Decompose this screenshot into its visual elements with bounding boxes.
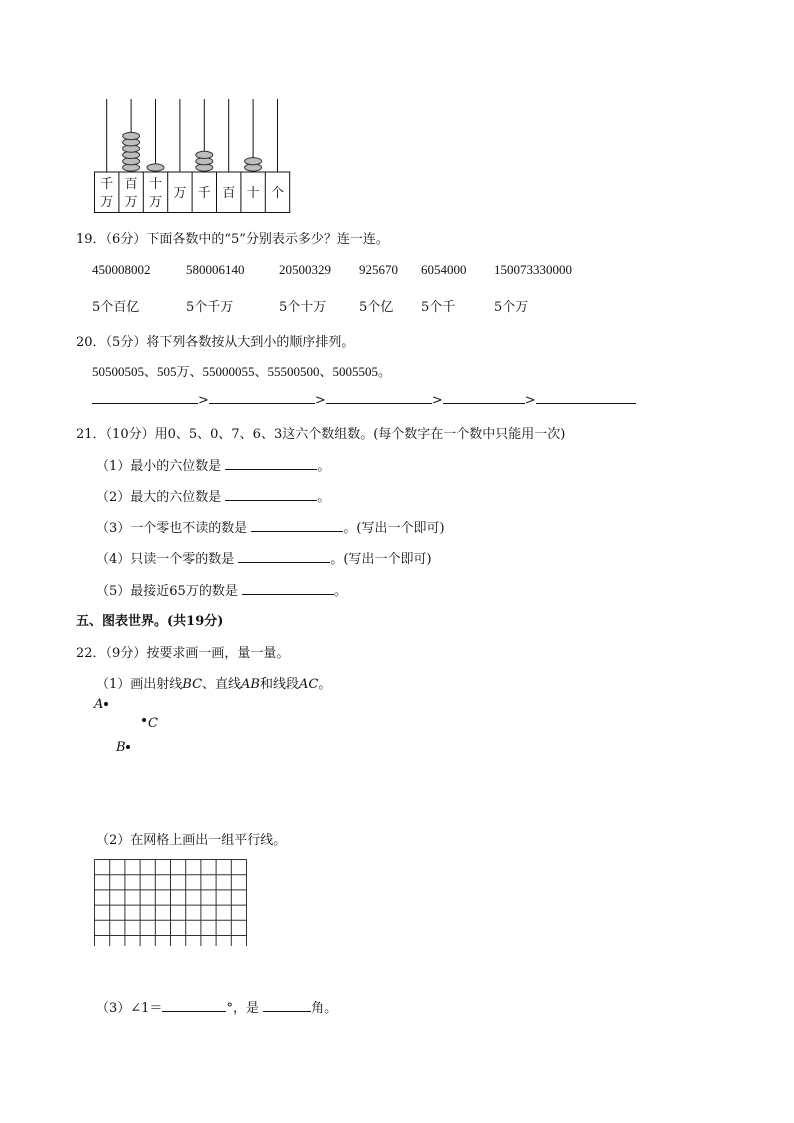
q22-part1-mid1: 、直线	[202, 677, 242, 692]
abacus-label-top: 千	[100, 177, 114, 192]
q20-sign-1: >	[198, 393, 209, 408]
q22-part1	[96, 673, 331, 692]
q21-item-4	[96, 548, 432, 567]
abacus-label-bottom: 万	[100, 195, 114, 210]
q19-number-2: 580006140	[186, 262, 245, 277]
section5-title: 五、图表世界。(共19分)	[76, 614, 224, 629]
q19-number-1: 450008002	[92, 262, 151, 277]
angle-type-blank[interactable]	[263, 998, 311, 1012]
q20-blank-1[interactable]	[92, 390, 198, 404]
q22-part2: （2）在网格上画出一组平行线。	[96, 833, 287, 848]
q22-part3-degree: °，是	[226, 1001, 259, 1016]
q19-meaning-2: 5个千万	[186, 300, 234, 315]
abacus-label: 百	[222, 186, 236, 201]
abacus-label-top: 百	[124, 177, 138, 192]
q22-part3	[96, 997, 337, 1016]
q21-item-2-blank[interactable]	[225, 487, 317, 501]
point-a-dot[interactable]	[104, 702, 108, 706]
q21-title: 21．（10分）用0、5、0、7、6、3这六个数组数。(每个数字在一个数中只能用一次)	[76, 427, 566, 442]
q21-item-3-blank[interactable]	[251, 518, 343, 532]
angle-blank[interactable]	[162, 998, 226, 1012]
q21-item-1-suffix: 。	[317, 459, 331, 474]
abacus-label-bottom: 万	[148, 195, 163, 210]
q20-numbers: 50500505、505万、55000055、55500500、5005505。	[92, 364, 392, 379]
point-b-dot[interactable]	[126, 745, 130, 749]
abacus-figure	[94, 96, 294, 214]
abacus-bead	[245, 158, 262, 165]
q20-blank-2[interactable]	[209, 390, 315, 404]
q19-number-3: 20500329	[279, 262, 331, 277]
q21-item-5-suffix: 。	[333, 584, 347, 599]
q21-item-2-suffix: 。	[317, 490, 331, 505]
point-b-label: B	[116, 740, 126, 755]
q21-item-3-label: （3）一个零也不读的数是	[96, 521, 248, 536]
q19-meaning-5: 5个千	[421, 300, 456, 315]
abacus-bead	[123, 132, 140, 139]
abacus-label: 千	[197, 186, 211, 201]
q19-title: 19．（6分）下面各数中的“5”分别表示多少？连一连。	[76, 232, 389, 247]
q22-part1-post: 。	[318, 677, 332, 692]
point-c-label: C	[148, 716, 158, 731]
q21-item-4-label: （4）只读一个零的数是	[96, 552, 235, 567]
q21-item-1-label: （1）最小的六位数是	[96, 459, 222, 474]
abacus-label: 十	[246, 186, 260, 201]
q21-item-5	[96, 580, 347, 599]
abacus-label: 个	[270, 186, 285, 201]
q19-number-6: 150073330000	[494, 262, 572, 277]
q22-part1-ab: AB	[241, 677, 260, 692]
q21-item-1-blank[interactable]	[225, 456, 317, 470]
q21-item-1	[96, 455, 330, 474]
q21-item-4-blank[interactable]	[238, 549, 330, 563]
q20-blank-4[interactable]	[443, 390, 525, 404]
q20-sign-4: >	[524, 393, 536, 408]
q21-item-3-suffix: 。(写出一个即可)	[343, 521, 445, 536]
q19-meaning-1: 5个百亿	[92, 300, 140, 315]
point-c-dot[interactable]	[142, 718, 146, 722]
q19-meaning-6: 5个万	[494, 300, 529, 315]
q21-item-5-label: （5）最接近65万的数是	[96, 584, 238, 599]
q21-item-2-label: （2）最大的六位数是	[96, 490, 222, 505]
abacus-bead	[196, 151, 213, 158]
q21-item-2	[96, 486, 330, 505]
q21-item-4-suffix: 。(写出一个即可)	[330, 552, 432, 567]
q20-blank-5[interactable]	[536, 390, 636, 404]
q19-number-4: 925670	[359, 262, 398, 277]
q19-number-5: 6054000	[421, 262, 467, 277]
q22-part1-ac: AC	[299, 677, 319, 692]
q22-part1-mid2: 和线段	[260, 677, 300, 692]
q20-sign-3: >	[431, 393, 443, 408]
q19-meaning-4: 5个亿	[359, 300, 394, 315]
abacus-label-bottom: 万	[124, 195, 138, 210]
q20-blank-3[interactable]	[326, 390, 432, 404]
q21-item-3	[96, 517, 445, 536]
q21-item-5-blank[interactable]	[242, 581, 334, 595]
q22-part1-bc: BC	[182, 677, 203, 692]
abacus-bead	[147, 164, 164, 171]
point-a-label: A	[94, 697, 104, 712]
q20-answer-row	[92, 390, 636, 408]
q20-title: 20．（5分）将下列各数按从大到小的顺序排列。	[76, 335, 355, 350]
q22-part1-pre: （1）画出射线	[96, 677, 183, 692]
abacus-label-top: 十	[148, 177, 163, 192]
q22-part3-label: （3）∠1＝	[96, 1001, 163, 1016]
q22-title: 22．（9分）按要求画一画，量一量。	[76, 646, 290, 661]
q22-part3-suffix: 角。	[311, 1001, 338, 1016]
drawing-grid[interactable]	[94, 859, 250, 946]
q20-sign-2: >	[314, 393, 326, 408]
q19-meaning-3: 5个十万	[279, 300, 327, 315]
abacus-label: 万	[173, 186, 187, 201]
